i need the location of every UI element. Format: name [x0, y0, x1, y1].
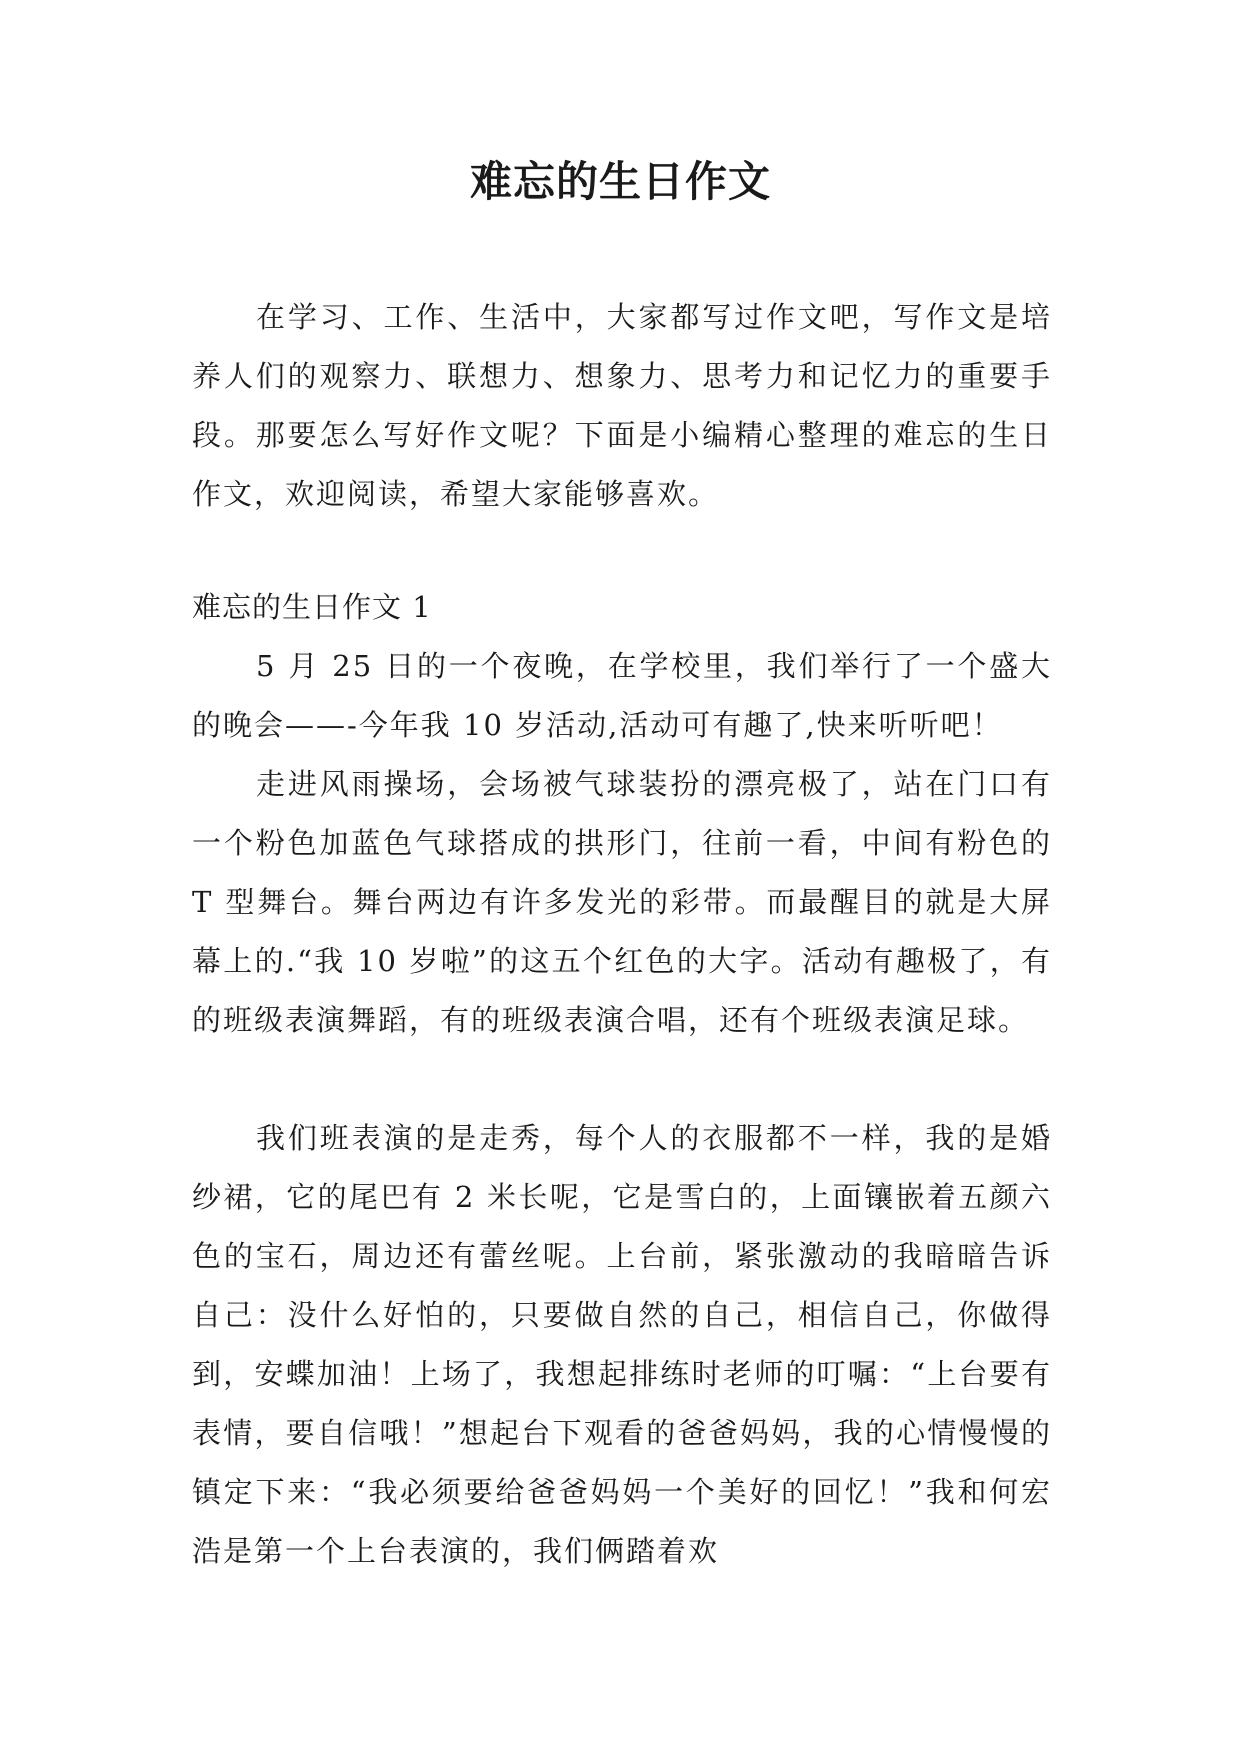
intro-paragraph: 在学习、工作、生活中，大家都写过作文吧，写作文是培养人们的观察力、联想力、想象力、思考力和记忆力的重要手段。那要怎么写好作文呢？下面是小编精心整理的难忘的生日作文，欢迎阅读，希望大家能够喜欢。	[192, 300, 1052, 511]
body-paragraph-2: 走进风雨操场，会场被气球装扮的漂亮极了，站在门口有一个粉色加蓝色气球搭成的拱形门，往前一看，中间有粉色的 T 型舞台。舞台两边有许多发光的彩带。而最醒目的就是大屏幕上的.“我 10 岁啦”的这五个红色的大字。活动有趣极了，有的班级表演舞蹈，有的班级表演合唱，还有个班级表演足球。	[192, 767, 1052, 1037]
section-heading: 难忘的生日作文 1	[192, 590, 432, 624]
body-paragraph-1: 5 月 25 日的一个夜晚，在学校里，我们举行了一个盛大的晚会——-今年我 10 岁活动,活动可有趣了,快来听听吧！	[192, 649, 1052, 742]
document-title: 难忘的生日作文	[469, 157, 771, 206]
body-paragraph-3: 我们班表演的是走秀，每个人的衣服都不一样，我的是婚纱裙，它的尾巴有 2 米长呢，它是雪白的，上面镶嵌着五颜六色的宝石，周边还有蕾丝呢。上台前，紧张激动的我暗暗告诉自己：没什么好怕的，只要做自然的自己，相信自己，你做得到，安蝶加油！上场了，我想起排练时老师的叮嘱：“上台要有表情，要自信哦！”想起台下观看的爸爸妈妈，我的心情慢慢的镇定下来：“我必须要给爸爸妈妈一个美好的回忆！”我和何宏浩是第一个上台表演的，我们俩踏着欢	[192, 1121, 1052, 1568]
